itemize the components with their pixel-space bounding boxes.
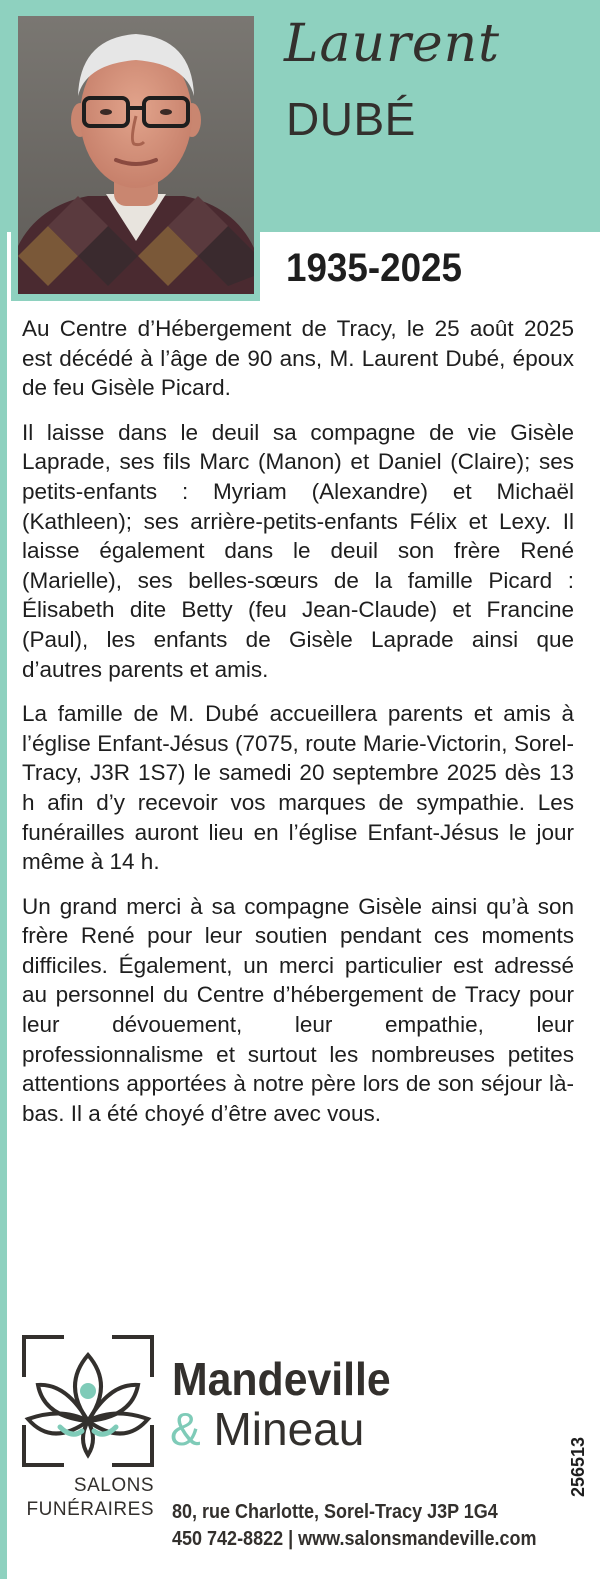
obituary-paragraph-thanks: Un grand merci à sa compagne Gisèle ainsi qu’à son frère René pour leur soutien pendant ces moments difficiles. Également, un merci particulier est adressé au personnel du Centre d’hébergement de Tracy pour leur dévouement, leur empathie, leur professionnalisme et surtout les nombreuses petites attentions apportées à notre père lors de son séjour là-bas. Il a été choyé d’être avec vous. <box>22 893 574 1126</box>
brand-mineau-text: Mineau <box>213 1403 365 1455</box>
lotus-logo-icon <box>22 1335 154 1467</box>
funeral-home-contact: 450 742-8822 | www.salonsmandeville.com <box>172 1528 537 1550</box>
brand-name-mandeville: Mandeville <box>172 1353 391 1405</box>
life-years: 1935-2025 <box>286 246 462 290</box>
obituary-paragraph-family: Il laisse dans le deuil sa compagne de vie Gisèle Laprade, ses fils Marc (Manon) et Daniel (Claire); ses petits-enfants : Myriam (Alexandre) et Michaël (Kathleen); ses arrière-petits-enfants Félix et Lexy. Il laisse également dans le deuil son frère René (Marielle), ses belles-sœurs de la famille Picard : Élisabeth dite Betty (feu Jean-Claude) et Francine (Paul), les enfants de Gisèle Laprade ainsi que d’autres parents et amis. <box>22 419 574 682</box>
tagline-line-funeraires: FUNÉRAIRES <box>26 1499 154 1520</box>
tagline-line-salons: SALONS <box>73 1475 154 1496</box>
obituary-text <box>22 314 574 1143</box>
lotus-logo-graphic <box>22 1335 154 1467</box>
brand-name-mineau <box>170 1402 364 1456</box>
obituary-paragraph-death: Au Centre d’Hébergement de Tracy, le 25 août 2025 est décédé à l’âge de 90 ans, M. Laurent Dubé, époux de feu Gisèle Picard. <box>22 316 574 401</box>
portrait-photo <box>18 16 254 294</box>
brand-tagline <box>22 1474 154 1522</box>
obituary-paragraph-service: La famille de M. Dubé accueillera parents et amis à l’église Enfant-Jésus (7075, route Marie-Victorin, Sorel-Tracy, J3R 1S7) le samedi 20 septembre 2025 dès 13 h afin d’y recevoir vos marques de sympathie. Les funérailles auront lieu en l’église Enfant-Jésus le jour même à 14 h. <box>22 701 574 875</box>
deceased-last-name: DUBÉ <box>286 93 416 145</box>
left-accent-strip <box>0 232 7 1579</box>
portrait-illustration <box>18 16 254 294</box>
reference-number: 256513 <box>568 1436 588 1497</box>
brand-ampersand: & <box>170 1403 201 1455</box>
funeral-home-address: 80, rue Charlotte, Sorel-Tracy J3P 1G4 <box>172 1501 498 1523</box>
deceased-first-name: Laurent <box>284 14 501 74</box>
